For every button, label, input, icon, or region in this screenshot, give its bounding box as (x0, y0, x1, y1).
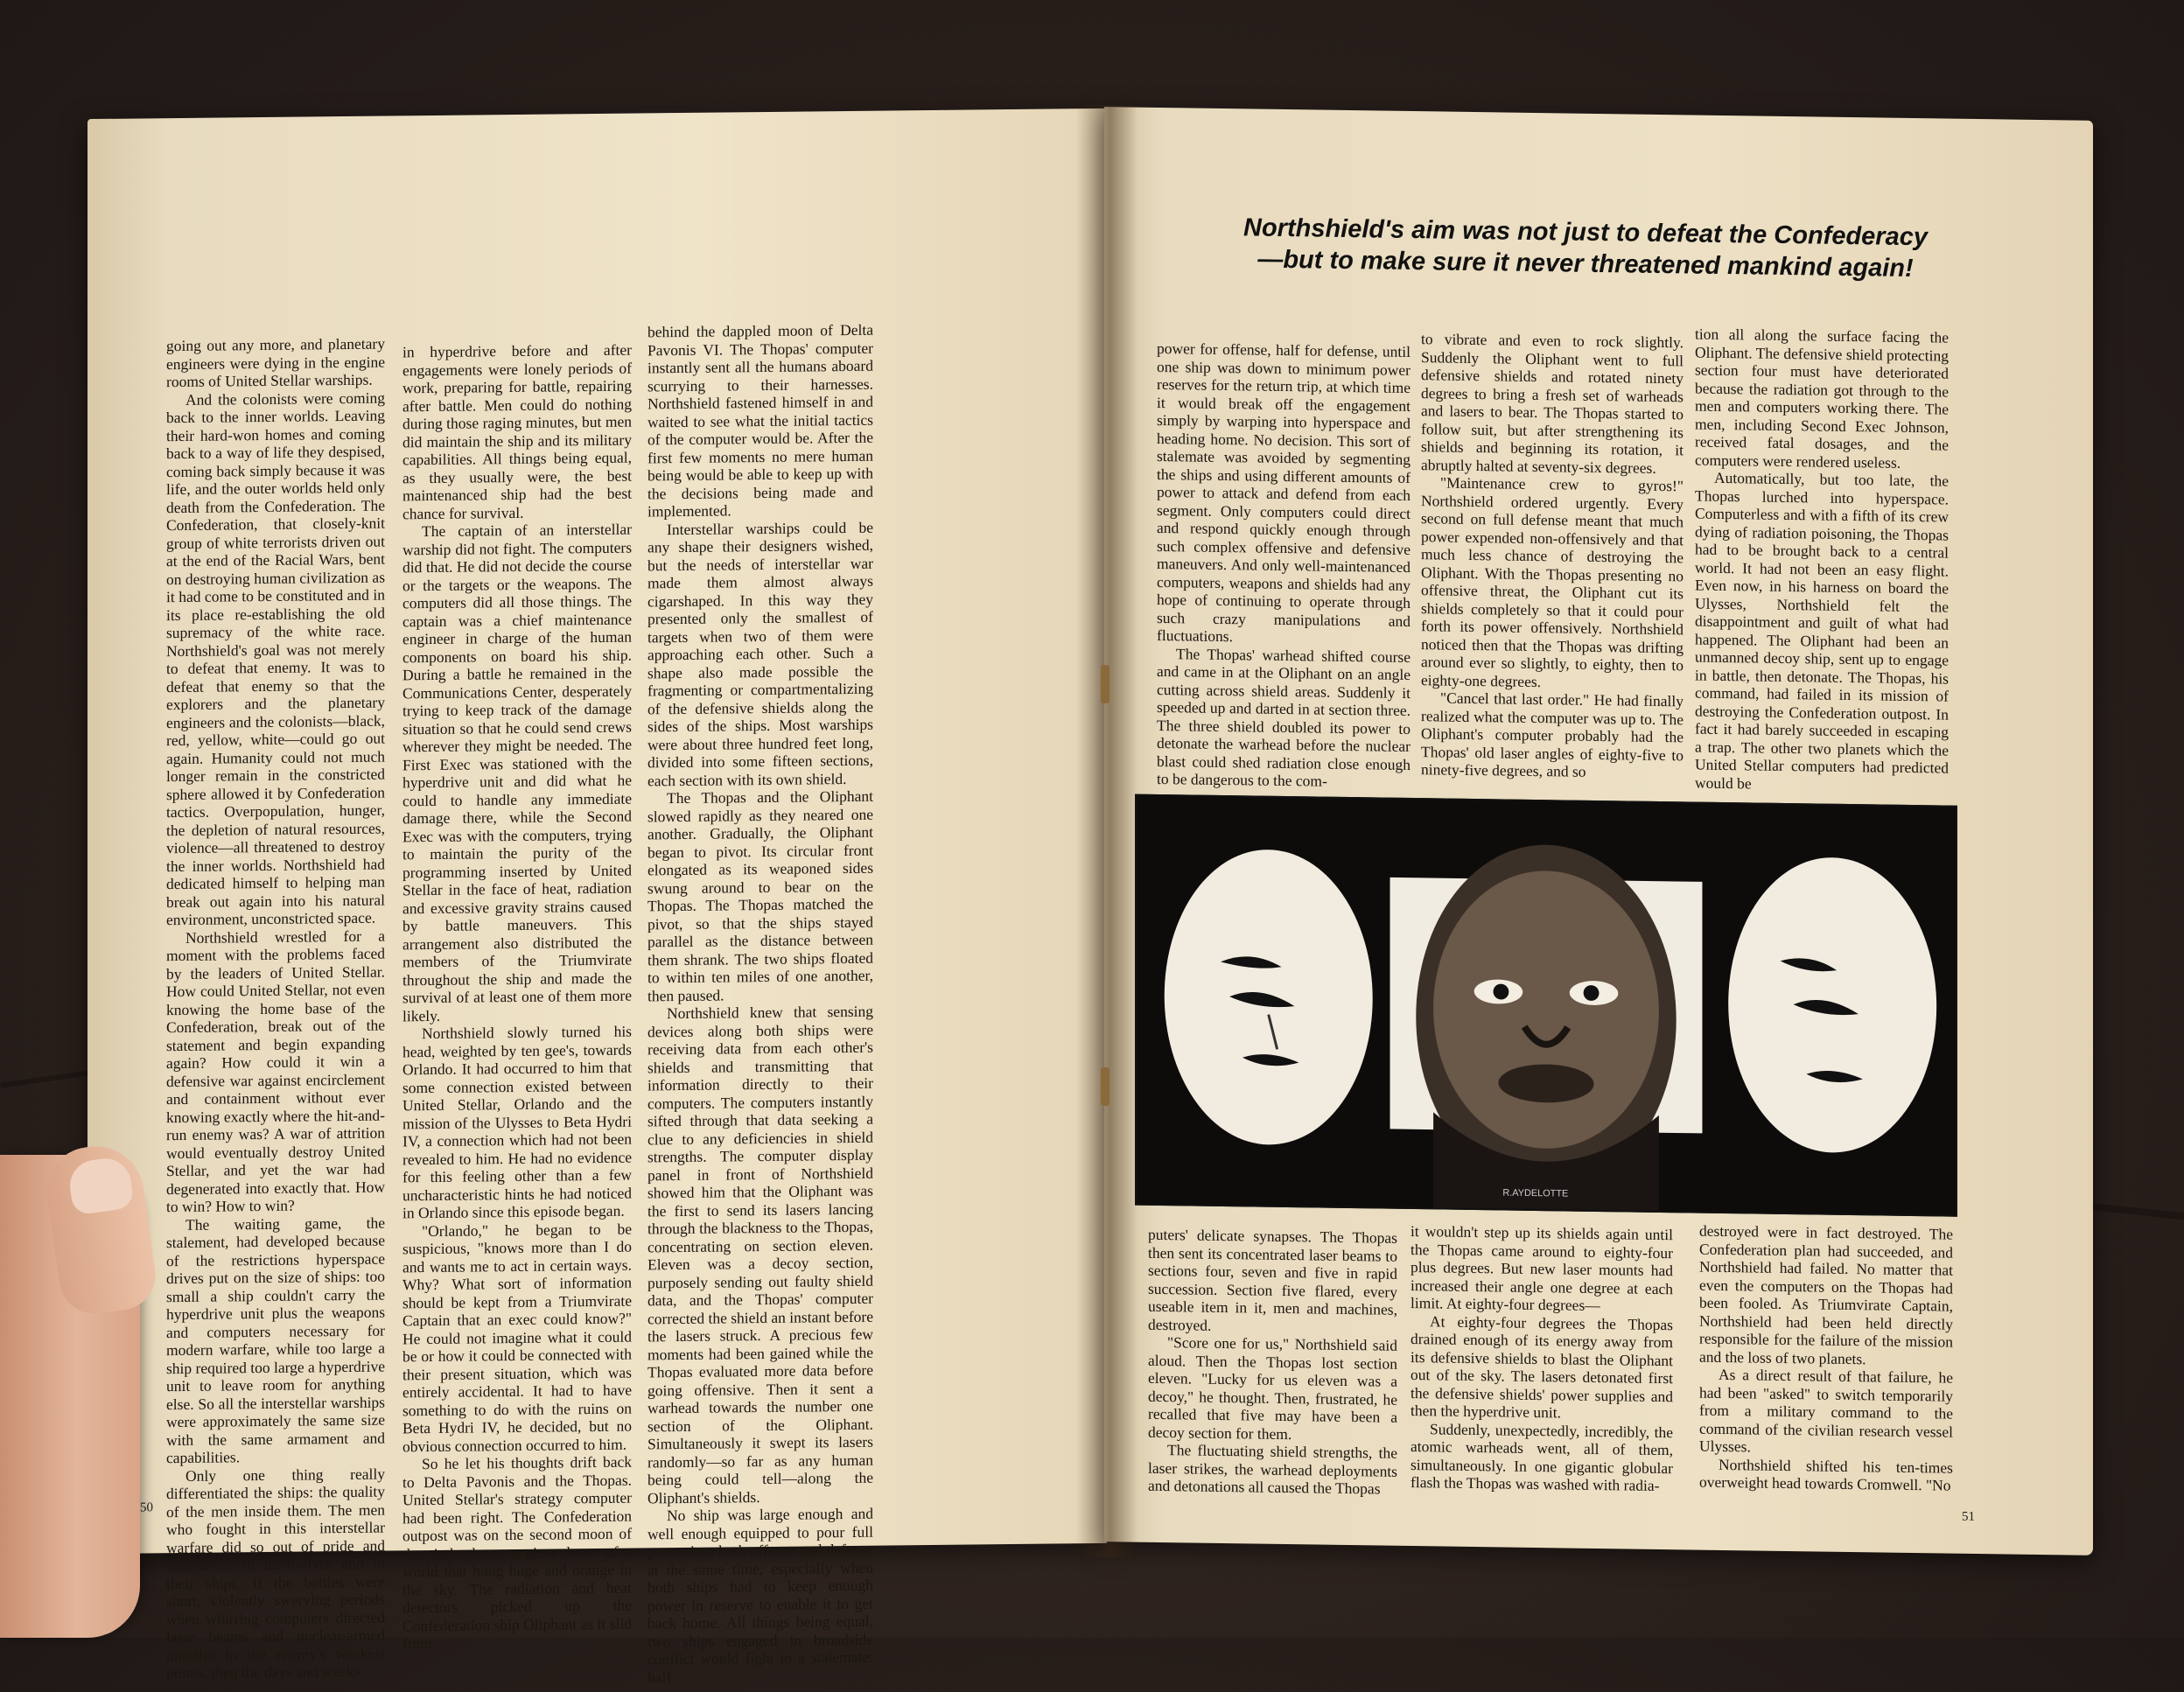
paragraph: Northshield shifted his ten-times overweight head towards Cromwell. "No (1699, 1455, 1953, 1494)
pull-quote: Northshield's aim was not just to defeat the Confederacy—but to make sure it never threatened mankind again! (1243, 213, 1928, 283)
staple (1101, 665, 1110, 703)
paragraph: The Thopas and the Oliphant slowed rapidly as they neared one another. Gradually, the Oliphant began to pivot. Its circular front elongated as its weaponed sides swung around to bear on the Thopas. The Thopas matched the pivot, so that the ships stayed parallel as the distance between them shrank. The two ships floated to within ten miles of one another, then paused. (648, 787, 873, 1004)
paragraph: Interstellar warships could be any shape their designers wished, but the needs of interstellar war made them almost always cigarshaped. In this way they presented only the smallest of targets when two of them were approaching each other. Such a shape also made possible the fragmenting or compartmentalizing of the defensive shields along the sides of the ships. Most warships were about three hundred feet long, divided into some fifteen sections, each section with its own shield. (648, 518, 873, 789)
page-number-right: 51 (1962, 1509, 1975, 1525)
paragraph: Only one thing really differentiated the ships: the quality of the men inside them. The men who fought in this interstellar warfare did so out of pride and confidence in themselves and in their ships. If the battles were short, violently swerving periods when whirring computers directed laser beams and nuclear-armed missiles to the enemy's weakest points, then the days and weeks (166, 1465, 385, 1682)
paragraph: power for offense, half for defense, until one ship was down to minimum power reserves for the return trip, at which time it would break off the engagement simply by warping into hyperspace and heading home. No decision. This sort of stalemate was avoided by segmenting the ships and using different amounts of power to attack and defend from each segment. Only computers could direct and respond quickly enough through such complex offensive and defensive maneuvers. And only well-maintenanced computers, weapons and shields had any hope of continuing to operate through such crazy manipulations and fluctuations. (1157, 339, 1410, 646)
paragraph: Northshield slowly turned his head, weighted by ten gee's, towards Orlando. It had occurred to him that some connection existed between United Stellar, Orlando and the mission of the Ulysses to Beta Hydri IV, a connection which had not been revealed to him. He had no evidence for this feeling other than a few uncharacteristic hints he had noticed in Orlando since this episode began. (402, 1022, 632, 1222)
paragraph: The fluctuating shield strengths, the laser strikes, the warhead deployments and detonations all caused the Thopas (1148, 1441, 1397, 1498)
paragraph: The Thopas' warhead shifted course and came in at the Oliphant on an angle cutting across shield areas. Suddenly it speeded up and darted in at section three. The three shield doubled its power to detonate the warhead before the nuclear blast could shed radiation close enough to be dangerous to the com- (1157, 644, 1410, 790)
column-r1 (1157, 339, 1410, 798)
paragraph: it wouldn't step up its shields again until the Thopas came around to eighty-four plus degrees. But new laser mounts had increased their angle one degree at each limit. At eighty-four degrees— (1410, 1221, 1673, 1315)
column-b1 (1148, 1226, 1397, 1518)
paragraph: in hyperdrive before and after engagements were lonely periods of work, preparing for battle, repairing after battle. Men could do nothing during those raging minutes, but men did maintain the ship and its military capabilities. All things being equal, as they usually were, the best maintenanced ship had the best chance for survival. (402, 340, 632, 522)
paragraph: Northshield knew that sensing devices along both ships were receiving data from each other's shields and transmitting that information directly to their computers. The computers instantly sifted through that data seeking a clue to any deficiencies in shield strengths. The computer display panel in front of Northshield showed him that the Oliphant was the first to send its lasers lancing through the blackness to the Thopas, concentrating on section eleven. Eleven was a decoy section, purposely sending out faulty shield data, and the Thopas' computer corrected the shield an instant before the lasers struck. A precious few moments had been gained while the Thopas evaluated more data before going offensive. Then it sent a warhead towards the number one section of the Oliphant. Simultaneously it swept its lasers randomly—so far as any human being could tell—along the Oliphant's shields. (648, 1002, 874, 1507)
paragraph: destroyed were in fact destroyed. The Confederation plan had succeeded, and Northshield had failed. No matter that even the computers on the Thopas had been fooled. As Triumvirate Captain, Northshield had been held directly responsible for the failure of the mission and the loss of two planets. (1699, 1221, 1953, 1367)
paragraph: tion all along the surface facing the Oliphant. The defensive shield protecting section four must have deteriorated because the radiation got through to the men and computers working there. The men, including Second Exec Johnson, received fatal dosages, and the computers were rendered useless. (1695, 325, 1949, 472)
paragraph: No ship was large enough and well enough equipped to pour full power into both offense and defense at the same time, especially when both ships had to keep enough power in reserve to enable it to get back home. All things being equal, two ships engaged in broadside conflict would fight to a stalemate: half (648, 1504, 873, 1686)
paragraph: Northshield wrestled for a moment with the problems faced by the leaders of United Stellar. How could United Stellar, not even knowing the home base of the Confederation, break out of the statement and begin expanding again? How could it win a defensive war against encirclement and containment without ever knowing exactly where the hit-and-run enemy was? A war of attrition would eventually destroy United Stellar, and yet the war had degenerated into exactly that. How to win? How to win? (166, 926, 385, 1216)
paragraph: "Orlando," he began to be suspicious, "knows more than I do and wants me to act in certain ways. Why? What sort of information should be kept from a Triumvirate Captain that an exec could know?" He could not imagine what it could be or how it could be connected with their present situation, which was entirely accidental. It had to have something to do with the ruins on Beta Hydri IV, he decided, but no obvious connection occurred to him. (402, 1220, 632, 1455)
paragraph: So he let his thoughts drift back to Delta Pavonis and the Thopas. United Stellar's strategy computer had been right. The Confederation outpost was on the second moon of the sixth planet, a giant desert of a world that hung huge and orange in the sky. The radiation and heat detectors picked up the Confederation ship Oliphant as it slid from (402, 1452, 632, 1653)
page-number-left: 50 (140, 1500, 153, 1515)
column-b2 (1410, 1222, 1673, 1506)
paragraph: "Cancel that last order." He had finally realized what the computer was up to. The Oliphant's computer probably had the Thopas' old laser angles of eighty-five to ninety-five degrees, and so (1421, 689, 1684, 780)
paragraph: The waiting game, the stalement, had developed because of the restrictions hyperspace drives put on the size of ships: too small a ship couldn't carry the hyperdrive unit plus the weapons and computers necessary for modern warfare, while too large a ship required too large a hyperdrive unit to leave room for anything else. So all the interstellar warships were approximately the same size with the same armament and capabilities. (166, 1213, 385, 1467)
paragraph: Automatically, but too late, the Thopas lurched into hyperspace. Computerless and with a fifth of its crew dying of radiation poisoning, the Thopas had to be brought back to a central world. It had not been an easy flight. Even now, in his harness on board the Ulysses, Northshield felt the disappointment and guilt of what had happened. The Oliphant had been an unmanned decoy ship, sent up to engage in battle, then detonate. The Thopas, his command, had failed in its mission of destroying the Confederation outpost. In fact it had barely succeeded in escaping a trap. The other two planets which the United Stellar computers had predicted would be (1695, 468, 1949, 792)
paragraph: At eighty-four degrees the Thopas drained enough of its energy away from its defensive shields to blast the Oliphant out of the sky. The lasers detonated first the defensive shields' power supplies and then the hyperdrive unit. (1410, 1311, 1673, 1422)
column-r3 (1695, 325, 1949, 801)
column-1 (166, 334, 385, 1682)
column-3 (648, 320, 874, 1686)
paragraph: to vibrate and even to rock slightly. Suddenly the Oliphant went to full defensive shields and rotated ninety degrees to bring a fresh set of warheads and lasers to bear. The Thopas started to follow suit, but after strengthening its shields and beginning its rotation, it abruptly halted at seventy-six degrees. (1421, 330, 1684, 477)
paragraph: As a direct result of that failure, he had been "asked" to switch temporarily from a military command to the command of the civilian research vessel Ulysses. (1699, 1365, 1953, 1456)
paragraph: behind the dappled moon of Delta Pavonis VI. The Thopas' computer instantly sent all the humans aboard scurrying to their harnesses. Northshield fastened himself in and waited to see what the initial tactics of the computer would be. After the first few moments no mere human being would be able to keep up with the decisions being made and implemented. (648, 320, 873, 521)
right-page (1104, 107, 2093, 1556)
paragraph: Suddenly, unexpectedly, incredibly, the atomic warheads went, all of them, simultaneously. In one gigantic globular flash the Thopas was washed with radia- (1410, 1419, 1673, 1494)
paragraph: The captain of an interstellar warship did not fight. The computers did that. He did not decide the course or the targets or the weapons. The computers did all those things. The captain was a chief maintenance engineer in charge of the human components on board his ship. During a battle he remained in the Communications Center, desperately trying to keep track of the damage situation so that he could send crews wherever they might be needed. The First Exec was stationed with the hyperdrive unit and did what he could to handle any immediate damage there, while the Second Exec was with the computers, trying to maintain the purity of the programming inserted by United Stellar in the face of heat, radiation and excessive gravity strains caused by battle maneuvers. This arrangement also distributed the members of the Triumvirate throughout the ship and made the survival of at least one of them more likely. (402, 520, 632, 1024)
paragraph: going out any more, and planetary engineers were dying in the engine rooms of United Stellar warships. (166, 334, 385, 391)
staple (1101, 1067, 1110, 1106)
illustration-signature: R.AYDELOTTE (1502, 1187, 1569, 1199)
column-2 (402, 340, 632, 1653)
paragraph: "Maintenance crew to gyros!" Northshield ordered urgently. Every second on full defense meant that much power expended non-offensively and that much less chance of destroying the Oliphant. With the Thopas presenting no offensive threat, the Oliphant cut its shields completely so that it could pour forth its power offensively. Northshield noticed then that the Thopas was drifting around ever so slightly, to eighty, then to eighty-one degrees. (1421, 473, 1684, 690)
paragraph: And the colonists were coming back to the inner worlds. Leaving their hard-won homes and coming back to a way of life they despised, coming back simply because it was life, and the outer worlds held only death from the Confederation. The Confederation, that closely-knit group of white terrorists driven out at the end of the Racial Wars, bent on destroying human civilization as it had come to be constituted and in its place re-establishing the old supremacy of the white race. Northshield's goal was not merely to defeat that enemy. It was to defeat that enemy so that the explorers and the planetary engineers and the colonists—black, red, yellow, white—could go out again. Humanity could not much longer remain in the constricted sphere allowed it by Confederation tactics. Overpopulation, hunger, the depletion of natural resources, violence—all threatened to destroy the inner worlds. Northshield had dedicated himself to helping man break out again into his natural environment, unconstricted space. (166, 388, 385, 929)
left-page (88, 108, 1107, 1686)
faces-illustration (1135, 794, 1957, 1217)
paragraph: "Score one for us," Northshield said aloud. Then the Thopas lost section eleven. "Lucky for us eleven was a decoy," he thought. Then, frustrated, he recalled that five may have been a decoy section for them. (1148, 1333, 1397, 1443)
paragraph: puters' delicate synapses. The Thopas then sent its concentrated laser beams to sections four, seven and five in rapid succession. Section five flared, every useable item in it, men and machines, destroyed. (1148, 1225, 1397, 1334)
column-b3 (1699, 1222, 1953, 1506)
column-r2 (1421, 330, 1684, 797)
